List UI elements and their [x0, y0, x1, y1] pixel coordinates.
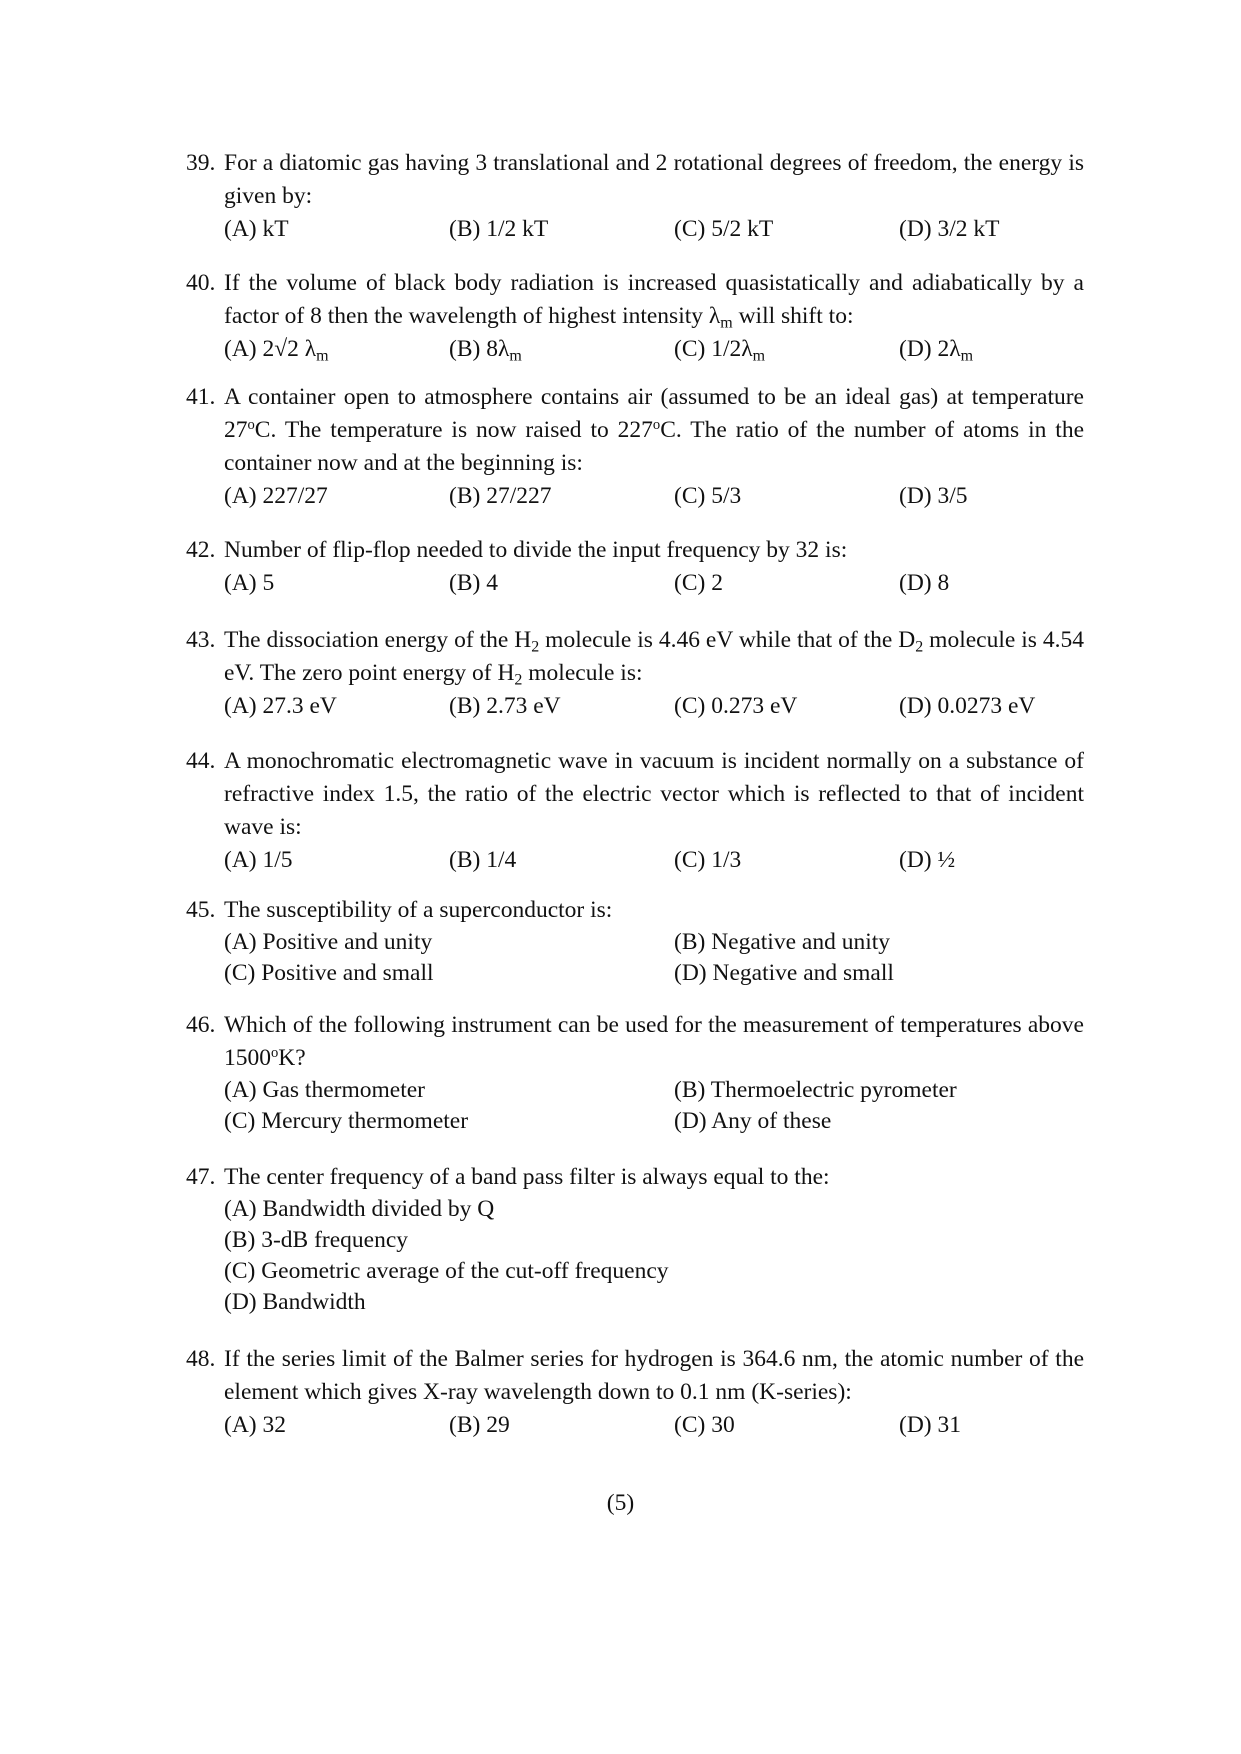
question-41	[186, 381, 1084, 513]
question-40	[186, 267, 1084, 366]
question-48	[186, 1343, 1084, 1442]
option-a: (A) Positive and unity	[224, 929, 433, 955]
question-text: If the series limit of the Balmer series for hydrogen is 364.6 nm, the atomic number of the element which gives X-ray wavelength down to 0.1 nm (K-series):	[224, 1346, 1084, 1405]
question-number: 39.	[186, 150, 216, 176]
option-d: (D) 3/5	[899, 483, 968, 509]
option-b: (B) $8\lambda_m$	[449, 336, 522, 365]
option-b: (B) Negative and unity	[674, 929, 891, 955]
page-number: (5)	[606, 1490, 635, 1516]
option-c: (C) Mercury thermometer	[224, 1108, 469, 1134]
option-b: (B) 1/2 kT	[449, 216, 549, 242]
question-number: 48.	[186, 1346, 216, 1372]
option-b: (B) 27/227	[449, 483, 552, 509]
option-c: (C) 0.273 eV	[674, 693, 798, 719]
option-c: (C) Geometric average of the cut-off frequency	[224, 1258, 669, 1284]
question-number: 46.	[186, 1012, 216, 1038]
option-b: (B) 3-dB frequency	[224, 1227, 409, 1253]
option-a: (A) 32	[224, 1412, 286, 1438]
option-d: (D) Any of these	[674, 1108, 832, 1134]
option-a: (A) 1/5	[224, 847, 293, 873]
option-d: (D) 0.0273 eV	[899, 693, 1036, 719]
option-c: (C) 5/2 kT	[674, 216, 774, 242]
option-a: (A) 2√2 $\lambda_m$	[224, 336, 329, 365]
option-c: (C) 5/3	[674, 483, 742, 509]
option-c: (C) $1/2\lambda_m$	[674, 336, 766, 365]
option-b: (B) 29	[449, 1412, 510, 1438]
option-b: (B) 1/4	[449, 847, 517, 873]
option-a: (A) 227/27	[224, 483, 328, 509]
question-number: 42.	[186, 537, 216, 563]
option-a: (A) 27.3 eV	[224, 693, 337, 719]
question-text: Which of the following instrument can be used for the measurement of temperatures above 1500$^o$K?	[224, 1012, 1084, 1071]
question-text: The susceptibility of a superconductor is:	[224, 897, 613, 923]
option-d: (D) 3/2 kT	[899, 216, 1000, 242]
question-text: The dissociation energy of the $H_2$ molecule is 4.46 eV while that of the $D_2$ molecule is 4.54 eV. The zero point energy of $H_2$ molecule is:	[224, 627, 1084, 689]
question-47	[186, 1161, 1084, 1318]
question-45	[186, 894, 1084, 989]
option-a: (A) 5	[224, 570, 275, 596]
question-number: 44.	[186, 748, 216, 774]
option-c: (C) 30	[674, 1412, 735, 1438]
question-number: 41.	[186, 384, 216, 410]
question-43	[186, 624, 1084, 723]
question-text: A container open to atmosphere contains air (assumed to be an ideal gas) at temperature 27$^o$C. The temperature is now raised to 227$^o$C. The ratio of the number of atoms in the container now and at the beginning is:	[224, 384, 1084, 476]
question-39	[186, 147, 1084, 246]
option-b: (B) 2.73 eV	[449, 693, 561, 719]
question-text: The center frequency of a band pass filter is always equal to the:	[224, 1164, 830, 1190]
option-d: (D) $2\lambda_m$	[899, 336, 974, 365]
option-a: (A) Gas thermometer	[224, 1077, 425, 1103]
option-d: (D) 31	[899, 1412, 961, 1438]
question-number: 40.	[186, 270, 216, 296]
option-c: (C) 2	[674, 570, 723, 596]
option-c: (C) 1/3	[674, 847, 742, 873]
question-44	[186, 745, 1084, 877]
option-a: (A) Bandwidth divided by Q	[224, 1196, 495, 1222]
question-number: 47.	[186, 1164, 216, 1190]
question-list	[186, 147, 1084, 1442]
question-text: If the volume of black body radiation is increased quasistatically and adiabatically by a factor of 8 then the wavelength of highest intensity $\lambda_m$ will shift to:	[224, 270, 1084, 332]
option-c: (C) Positive and small	[224, 960, 434, 986]
question-46	[186, 1009, 1084, 1137]
question-number: 45.	[186, 897, 216, 923]
option-d: (D) ½	[899, 847, 956, 873]
option-a: (A) kT	[224, 216, 289, 242]
option-b: (B) 4	[449, 570, 498, 596]
question-text: Number of flip-flop needed to divide the input frequency by 32 is:	[224, 537, 848, 563]
option-d: (D) Bandwidth	[224, 1289, 366, 1315]
option-d: (D) 8	[899, 570, 950, 596]
question-number: 43.	[186, 627, 216, 653]
question-42	[186, 534, 1084, 600]
question-text: A monochromatic electromagnetic wave in vacuum is incident normally on a substance of refractive index 1.5, the ratio of the electric vector which is reflected to that of incident wave is:	[224, 748, 1084, 840]
option-b: (B) Thermoelectric pyrometer	[674, 1077, 957, 1103]
question-text: For a diatomic gas having 3 translational and 2 rotational degrees of freedom, the energy is given by:	[224, 150, 1084, 209]
option-d: (D) Negative and small	[674, 960, 894, 986]
